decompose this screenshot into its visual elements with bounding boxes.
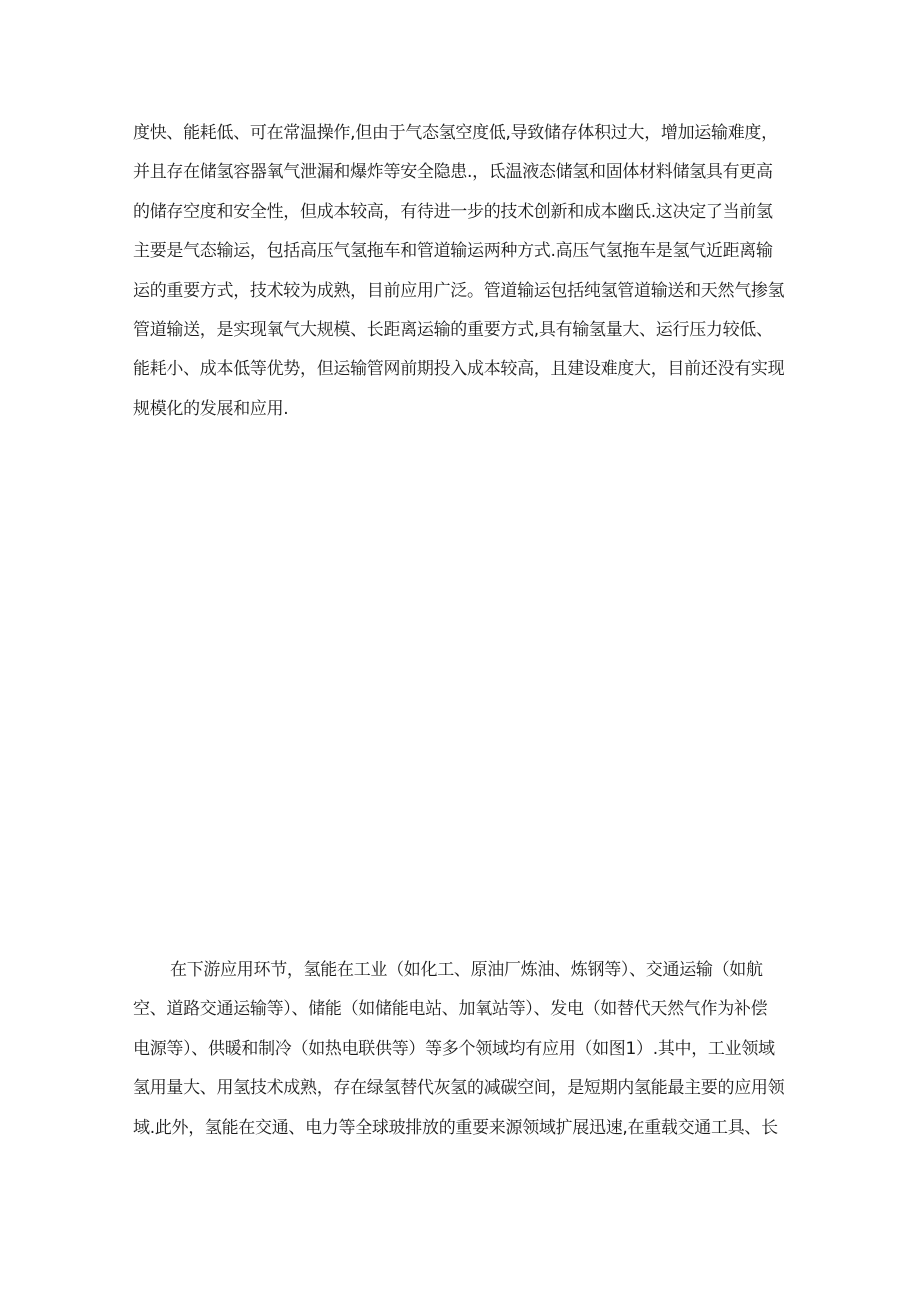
paragraph-line: 的储存空度和安全性，但成本较高，有待进一步的技术创新和成本幽氐.这决定了当前氢 [133, 201, 773, 222]
paragraph-line: 并且存在储氢容器氧气泄漏和爆炸等安全隐患.，氐温液态储氢和固体材料储氢具有更高 [133, 162, 773, 183]
paragraph-line: 能耗小、成本低等优势，但运输管网前期投入成本较高，且建设难度大，目前还没有实现 [133, 359, 785, 380]
paragraph-line: 域.此外，氢能在交通、电力等全球玻排放的重要来源领域扩展迅速,在重载交通工具、长 [133, 1117, 778, 1138]
paragraph-line: 管道输送，是实现氧气大规模、长距离运输的重要方式,具有输氢量大、运行压力较低、 [133, 319, 773, 340]
paragraph-line: 度快、能耗低、可在常温操作,但由于气态氢空度低,导致储存体积过大，增加运输难度， [133, 123, 778, 143]
paragraph-line: 运的重要方式，技术较为成熟，目前应用广泛。管道输运包括纯氢管道输送和天然气掺氢 [133, 280, 785, 301]
paragraph-line: 在下游应用环节，氢能在工业（如化工、原油厂炼油、炼钢等）、交通运输（如航 [170, 960, 763, 980]
paragraph-line: 电源等）、供暖和制冷（如热电联供等）等多个领域均有应用（如图1）.其中，工业领域 [133, 1038, 775, 1059]
paragraph-line: 空、道路交通运输等）、储能（如储能电站、加氧站等）、发电（如替代天然气作为补偿 [133, 999, 768, 1020]
paragraph-line: 规模化的发展和应用. [133, 398, 289, 419]
paragraph-hydrogen-transport [133, 114, 793, 429]
paragraph-line: 主要是气态输运，包括高压气氢拖车和管道输运两种方式.高压气氢拖车是氢气近距离输 [133, 241, 773, 262]
paragraph-line: 氢用量大、用氢技术成熟，存在绿氢替代灰氢的减碳空间，是短期内氢能最主要的应用领 [133, 1078, 785, 1099]
paragraph-downstream-applications [133, 951, 793, 1148]
